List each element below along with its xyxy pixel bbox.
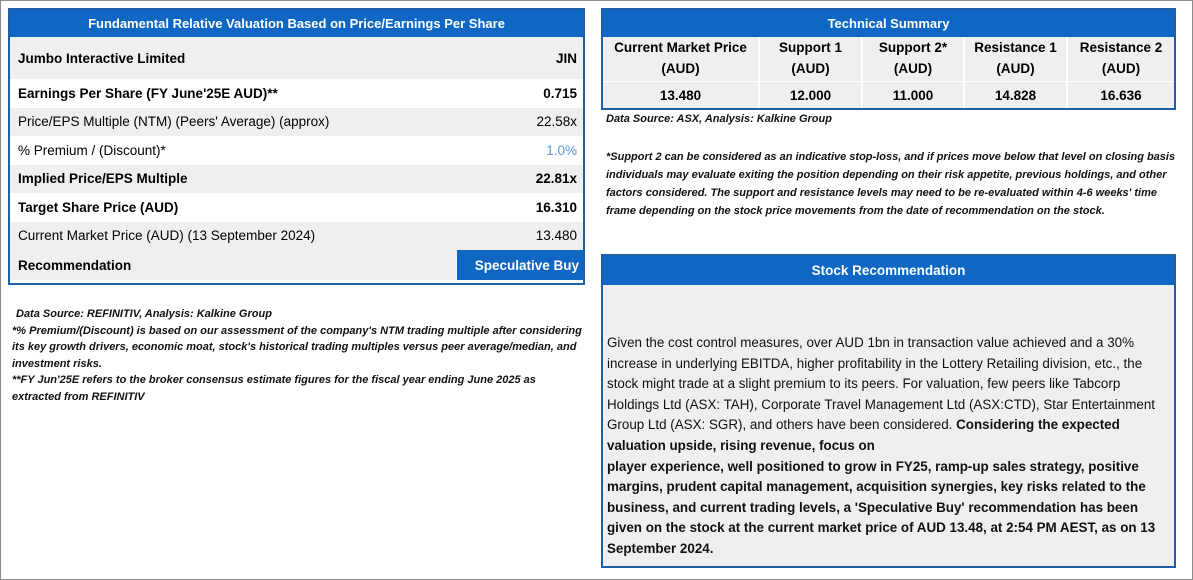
recommendation-text-bold-1: Considering the expected valuation upside, rising revenue, focus on <box>607 417 1120 453</box>
recommendation-badge: Speculative Buy <box>457 250 583 280</box>
eps-label: Earnings Per Share (FY June'25E AUD)** <box>18 85 278 101</box>
target-price-value: 16.310 <box>535 199 577 215</box>
premium-label: % Premium / (Discount)* <box>18 142 166 158</box>
technical-footnote: *Support 2 can be considered as an indicative stop-loss, and if prices move below that level on closing basis individuals may evaluate exiting the position depending on their risk appetite, previous holdings, and other factors considered. The support and resistance levels may need to be re-evaluated within 4-6 weeks' time frame depending on the stock price movements from the date of recommendation on the stock. <box>606 151 1176 217</box>
value-resistance-1: 14.828 <box>963 82 1066 108</box>
header-current-price: Current Market Price (AUD) <box>614 40 747 76</box>
target-price-row <box>10 193 583 222</box>
header-resistance-1: Resistance 1 (AUD) <box>963 37 1066 81</box>
header-support-1: Support 1 (AUD) <box>758 37 861 81</box>
implied-multiple-value: 22.81x <box>535 171 577 187</box>
stock-recommendation-box <box>601 254 1176 568</box>
recommendation-row <box>10 250 583 280</box>
premium-footnote: *% Premium/(Discount) is based on our assessment of the company's NTM trading multiple after considering its key growth drivers, economic moat, stock's historical trading multiples versus peer average/median, and investment risks. <box>12 324 582 370</box>
header-support-2: Support 2* (AUD) <box>861 37 963 81</box>
recommendation-text-bold-2: player experience, well positioned to grow in FY25, ramp-up sales strategy, positive margins, prudent capital management, acquisition synergies, key risks related to the business, and current trading levels, a 'Speculative Buy' recommendation has been given on the stock at the current market price of AUD 13.48, at 2:54 PM AEST, as on 13 September 2024. <box>607 458 1156 556</box>
peer-multiple-row <box>10 108 583 137</box>
current-price-row <box>10 222 583 251</box>
technical-value-row <box>603 81 1174 108</box>
valuation-table <box>8 8 585 285</box>
stock-recommendation-title: Stock Recommendation <box>603 256 1174 285</box>
technical-summary-table <box>601 8 1176 110</box>
premium-row <box>10 136 583 165</box>
technical-header-row <box>603 37 1174 81</box>
valuation-notes <box>12 306 582 405</box>
value-resistance-2: 16.636 <box>1066 82 1174 108</box>
eps-value: 0.715 <box>543 85 577 101</box>
header-resistance-2: Resistance 2 (AUD) <box>1066 37 1174 81</box>
company-ticker: JIN <box>555 50 577 66</box>
fy-footnote: **FY Jun'25E refers to the broker consensus estimate figures for the fiscal year ending June 2025 as extracted from REFINITIV <box>12 374 536 403</box>
technical-source: Data Source: ASX, Analysis: Kalkine Group <box>606 113 832 125</box>
stock-recommendation-body <box>603 285 1174 560</box>
implied-multiple-row <box>10 165 583 194</box>
company-name: Jumbo Interactive Limited <box>18 50 186 66</box>
valuation-source: Data Source: REFINITIV, Analysis: Kalkine Group <box>16 308 272 320</box>
implied-multiple-label: Implied Price/EPS Multiple <box>18 171 188 187</box>
current-price-label: Current Market Price (AUD) (13 September 2024) <box>18 228 316 244</box>
value-current-price: 13.480 <box>659 88 702 103</box>
value-support-1: 12.000 <box>758 82 861 108</box>
technical-title: Technical Summary <box>603 10 1174 37</box>
valuation-title: Fundamental Relative Valuation Based on Price/Earnings Per Share <box>10 10 583 37</box>
peer-multiple-value: 22.58x <box>536 114 577 130</box>
current-price-value: 13.480 <box>535 228 577 244</box>
value-support-2: 11.000 <box>861 82 963 108</box>
recommendation-label: Recommendation <box>18 257 132 273</box>
peer-multiple-label: Price/EPS Multiple (NTM) (Peers' Average) (approx) <box>18 114 330 130</box>
target-price-label: Target Share Price (AUD) <box>18 199 179 215</box>
eps-row <box>10 79 583 108</box>
recommendation-text-plain: Given the cost control measures, over AUD 1bn in transaction value achieved and a 30% increase in underlying EBITDA, higher profitability in the Lottery Retailing division, etc., the stock might trade at a slight premium to its peers. For valuation, few peers like Tabcorp Holdings Ltd (ASX: TAH), Corporate Travel Management Ltd (ASX:CTD), Star Entertainment Group Ltd (ASX: SGR), and others have been considered. <box>607 335 1156 433</box>
premium-value: 1.0% <box>546 142 577 158</box>
company-row <box>10 37 583 79</box>
